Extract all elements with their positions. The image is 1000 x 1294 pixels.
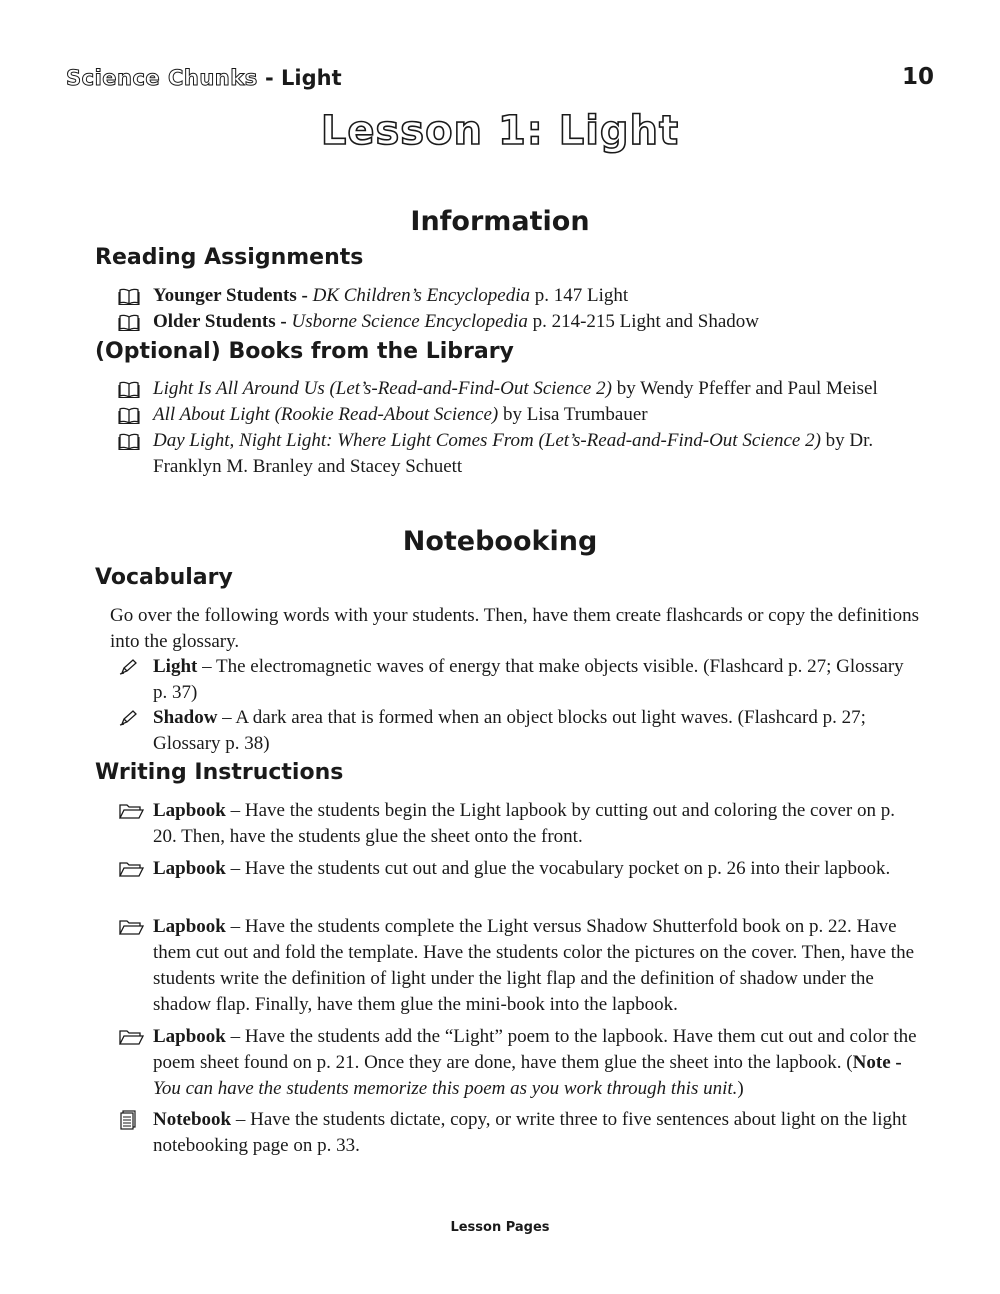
library-item: All About Light (Rookie Read-About Science) by Lisa Trumbauer	[118, 402, 918, 428]
vocabulary-heading: Vocabulary	[95, 565, 233, 590]
notebooking-heading: Notebooking	[402, 526, 598, 557]
page-number: 10	[901, 64, 934, 90]
folder-icon	[118, 914, 153, 940]
library-item: Day Light, Night Light: Where Light Comes From (Let’s-Read-and-Find-Out Science 2) by Dr. Franklyn M. Branley and Stacey Schuett	[118, 428, 918, 480]
vocabulary-intro: Go over the following words with your students. Then, have them create flashcards or copy the definitions into the glossary.	[110, 605, 920, 652]
writing-instructions-heading: Writing Instructions	[95, 760, 344, 785]
lesson-title: Lesson 1: Light	[320, 108, 680, 154]
reading-item: Younger Students - DK Children’s Encyclopedia p. 147 Light	[118, 283, 918, 309]
library-books-heading: (Optional) Books from the Library	[95, 339, 514, 364]
writing-item: Lapbook – Have the students cut out and glue the vocabulary pocket on p. 26 into their lapbook.	[118, 856, 918, 882]
pencil-icon	[118, 654, 153, 680]
writing-item: Notebook – Have the students dictate, copy, or write three to five sentences about light on the light notebooking page on p. 33.	[118, 1107, 918, 1159]
pencil-icon	[118, 705, 153, 731]
open-book-icon	[118, 309, 153, 335]
writing-item: Lapbook – Have the students complete the Light versus Shadow Shutterfold book on p. 22. Have them cut out and fold the template. Have the students color the pictures on the cover. Then, have the students write the definition of light under the light flap and the definition of shadow under the shadow flap. Finally, have them glue the mini-book into the lapbook.	[118, 914, 918, 1018]
open-book-icon	[118, 376, 153, 402]
information-heading: Information	[410, 206, 590, 237]
page-footer: Lesson Pages	[450, 1220, 550, 1235]
open-book-icon	[118, 402, 153, 428]
open-book-icon	[118, 283, 153, 309]
vocabulary-item: Shadow – A dark area that is formed when an object blocks out light waves. (Flashcard p. 27; Glossary p. 38)	[118, 705, 918, 757]
open-book-icon	[118, 428, 153, 454]
library-item: Light Is All Around Us (Let’s-Read-and-Find-Out Science 2) by Wendy Pfeffer and Paul Meisel	[118, 376, 918, 402]
reading-item: Older Students - Usborne Science Encyclopedia p. 214-215 Light and Shadow	[118, 309, 918, 335]
folder-icon	[118, 1024, 153, 1050]
writing-item: Lapbook – Have the students add the “Light” poem to the lapbook. Have them cut out and color the poem sheet found on p. 21. Once they are done, have them glue the sheet into the lapbook. (Note - You can have the students memorize this poem as you work through this unit.)	[118, 1024, 918, 1102]
writing-item: Lapbook – Have the students begin the Light lapbook by cutting out and coloring the cover on p. 20. Then, have the students glue the sheet onto the front.	[118, 798, 918, 850]
notebook-icon	[118, 1107, 153, 1133]
folder-icon	[118, 856, 153, 882]
folder-icon	[118, 798, 153, 824]
vocabulary-item: Light – The electromagnetic waves of energy that make objects visible. (Flashcard p. 27; Glossary p. 37)	[118, 654, 918, 706]
reading-assignments-heading: Reading Assignments	[95, 245, 364, 270]
page-header-series: Science Chunks - Light	[66, 66, 342, 90]
